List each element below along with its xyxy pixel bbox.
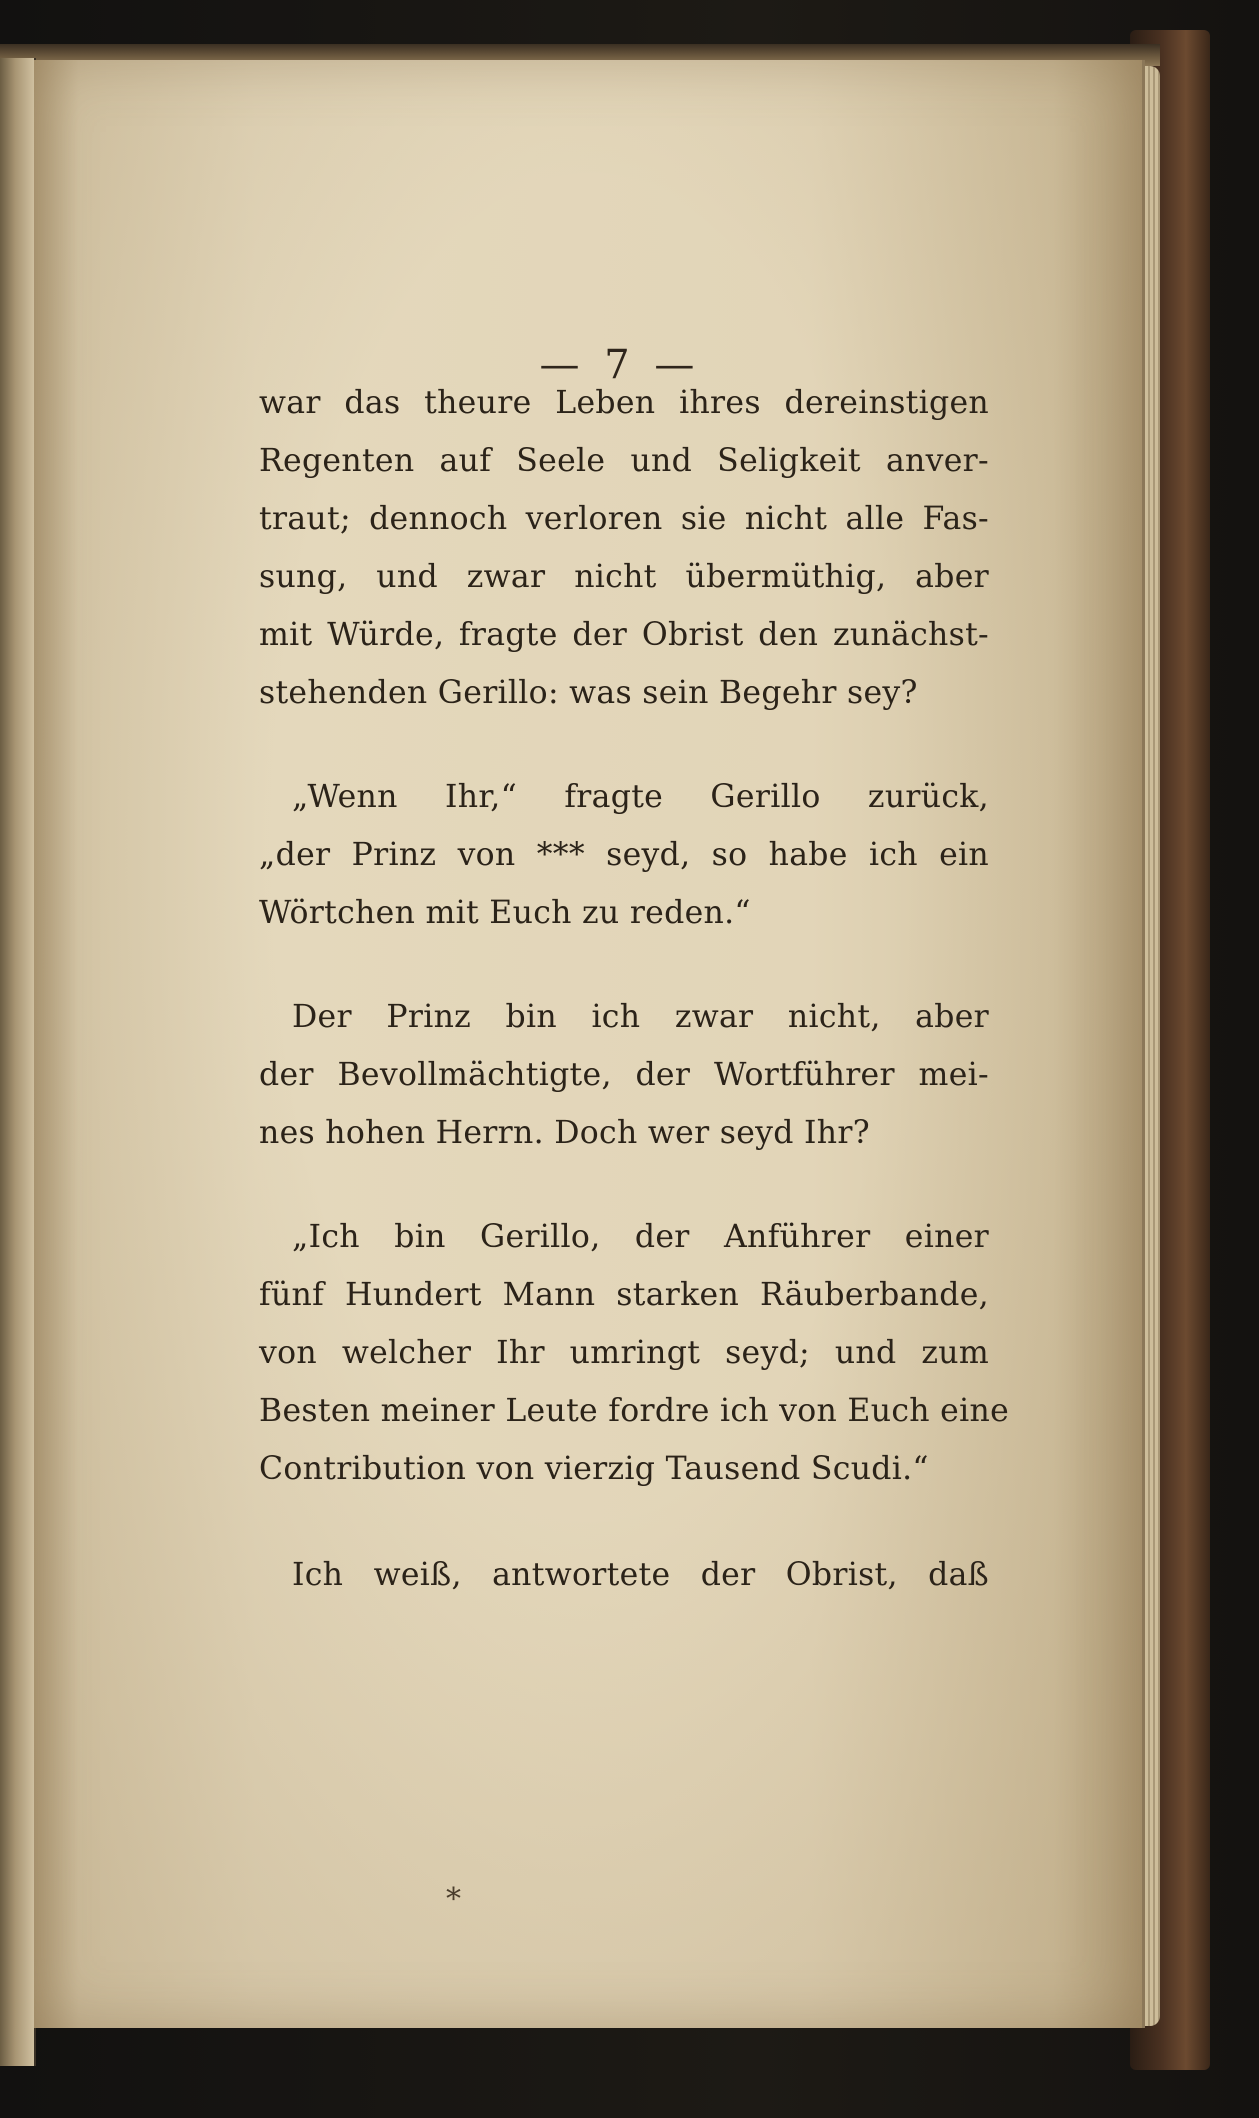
- text-line: Besten meiner Leute fordre ich von Euch eine: [259, 1393, 1010, 1429]
- text-line: Wörtchen mit Euch zu reden.“: [259, 895, 751, 931]
- text-line: stehenden Gerillo: was sein Begehr sey?: [259, 675, 918, 711]
- text-line: nes hohen Herrn. Doch wer seyd Ihr?: [259, 1115, 870, 1151]
- text-line: sung, und zwar nicht übermüthig, aber: [259, 559, 989, 595]
- text-line: von welcher Ihr umringt seyd; und zum: [259, 1335, 989, 1371]
- text-line: „Wenn Ihr,“ fragte Gerillo zurück,: [292, 779, 989, 815]
- text-line: „Ich bin Gerillo, der Anführer einer: [292, 1219, 989, 1255]
- text-line: war das theure Leben ihres dereinstigen: [259, 385, 989, 421]
- text-line: „der Prinz von *** seyd, so habe ich ein: [259, 837, 989, 873]
- text-line: traut; dennoch verloren sie nicht alle Fas-: [259, 501, 989, 537]
- text-line: Ich weiß, antwortete der Obrist, daß: [292, 1557, 989, 1593]
- signature-mark: *: [446, 1882, 461, 1917]
- text-line: fünf Hundert Mann starken Räuberbande,: [259, 1277, 989, 1313]
- text-line: Contribution von vierzig Tausend Scudi.“: [259, 1451, 929, 1487]
- text-line: Regenten auf Seele und Seligkeit anver-: [259, 443, 989, 479]
- text-line: Der Prinz bin ich zwar nicht, aber: [292, 999, 989, 1035]
- text-line: mit Würde, fragte der Obrist den zunächst-: [259, 617, 989, 653]
- book-page: [34, 60, 1145, 2028]
- text-line: der Bevollmächtigte, der Wortführer mei-: [259, 1057, 989, 1093]
- page-number: — 7 —: [539, 342, 701, 388]
- previous-page-edge: [0, 58, 36, 2066]
